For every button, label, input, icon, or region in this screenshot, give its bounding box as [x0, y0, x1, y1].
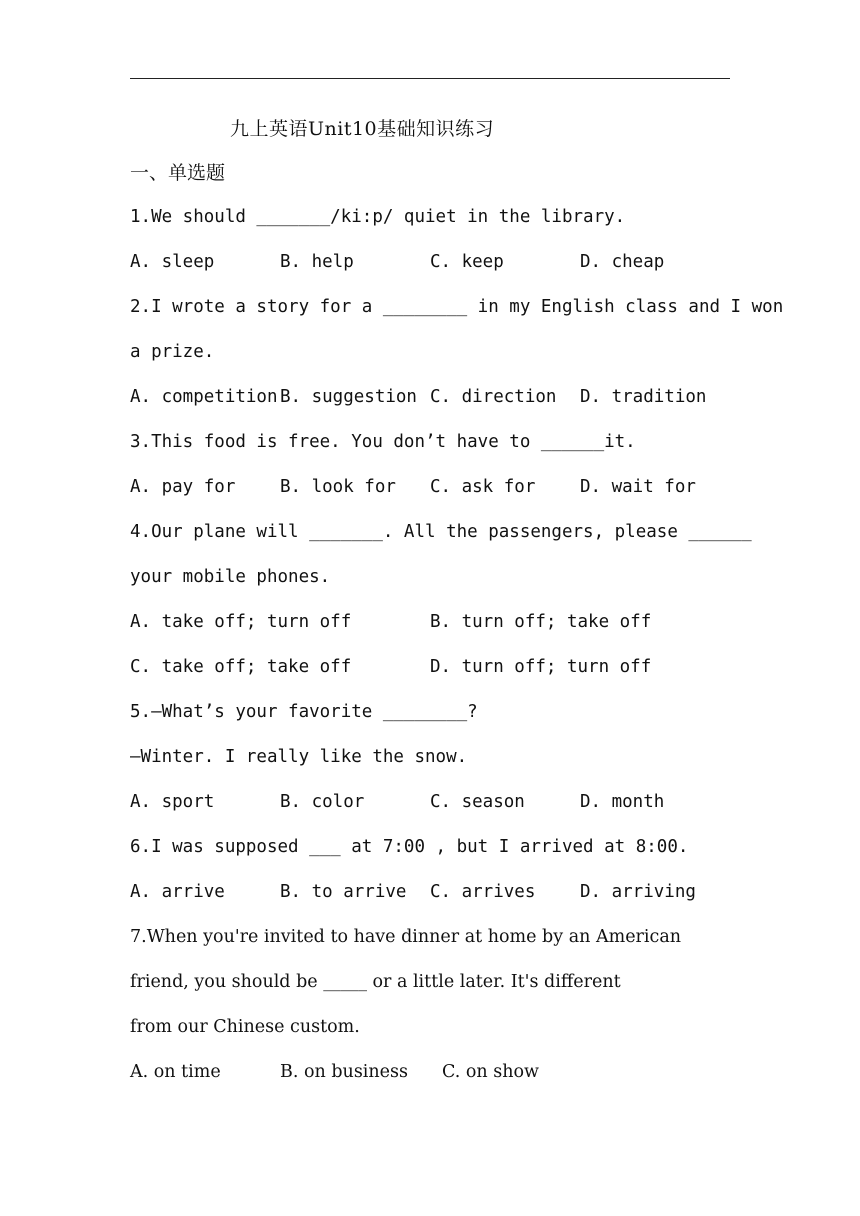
q3-option-d[interactable]: D. wait for	[580, 477, 696, 497]
question-1-text: 1.We should _______/ki:p/ quiet in the library.	[130, 207, 626, 227]
q4-option-d[interactable]: D. turn off; turn off	[430, 657, 652, 677]
page-title: 九上英语Unit10基础知识练习	[230, 118, 495, 140]
q2-option-b[interactable]: B. suggestion	[280, 387, 417, 407]
question-7-text: 7.When you're invited to have dinner at home by an American	[130, 927, 682, 947]
q3-option-c[interactable]: C. ask for	[430, 477, 536, 497]
q5-option-d[interactable]: D. month	[580, 792, 665, 812]
q5-option-c[interactable]: C. season	[430, 792, 525, 812]
question-2-text-cont: a prize.	[130, 342, 215, 362]
q7-option-a[interactable]: A. on time	[130, 1062, 221, 1082]
q2-option-c[interactable]: C. direction	[430, 387, 557, 407]
q1-option-a[interactable]: A. sleep	[130, 252, 215, 272]
q4-option-c[interactable]: C. take off; take off	[130, 657, 352, 677]
q3-option-a[interactable]: A. pay for	[130, 477, 236, 497]
question-4-text-cont: your mobile phones.	[130, 567, 331, 587]
question-7-text-cont-2: from our Chinese custom.	[130, 1017, 360, 1037]
q2-option-d[interactable]: D. tradition	[580, 387, 707, 407]
q7-option-b[interactable]: B. on business	[280, 1062, 408, 1082]
q4-option-a[interactable]: A. take off; turn off	[130, 612, 352, 632]
q1-option-c[interactable]: C. keep	[430, 252, 504, 272]
question-2-text: 2.I wrote a story for a ________ in my English class and I won	[130, 297, 784, 317]
q3-option-b[interactable]: B. look for	[280, 477, 396, 497]
q1-option-d[interactable]: D. cheap	[580, 252, 665, 272]
q5-option-b[interactable]: B. color	[280, 792, 365, 812]
question-5-text: 5.—What’s your favorite ________?	[130, 702, 478, 722]
q1-option-b[interactable]: B. help	[280, 252, 354, 272]
question-5-text-cont: —Winter. I really like the snow.	[130, 747, 468, 767]
q2-option-a[interactable]: A. competition	[130, 387, 278, 407]
section-heading: 一、单选题	[130, 162, 226, 184]
q6-option-c[interactable]: C. arrives	[430, 882, 536, 902]
q4-option-b[interactable]: B. turn off; take off	[430, 612, 652, 632]
q6-option-a[interactable]: A. arrive	[130, 882, 225, 902]
q7-option-c[interactable]: C. on show	[442, 1062, 540, 1082]
q6-option-d[interactable]: D. arriving	[580, 882, 696, 902]
header-rule	[130, 78, 730, 79]
question-7-text-cont-1: friend, you should be _____ or a little later. It's different	[130, 972, 621, 992]
question-6-text: 6.I was supposed ___ at 7:00 , but I arrived at 8:00.	[130, 837, 689, 857]
q6-option-b[interactable]: B. to arrive	[280, 882, 407, 902]
question-4-text: 4.Our plane will _______. All the passengers, please ______	[130, 522, 752, 542]
q5-option-a[interactable]: A. sport	[130, 792, 215, 812]
question-3-text: 3.This food is free. You don’t have to ______it.	[130, 432, 636, 452]
